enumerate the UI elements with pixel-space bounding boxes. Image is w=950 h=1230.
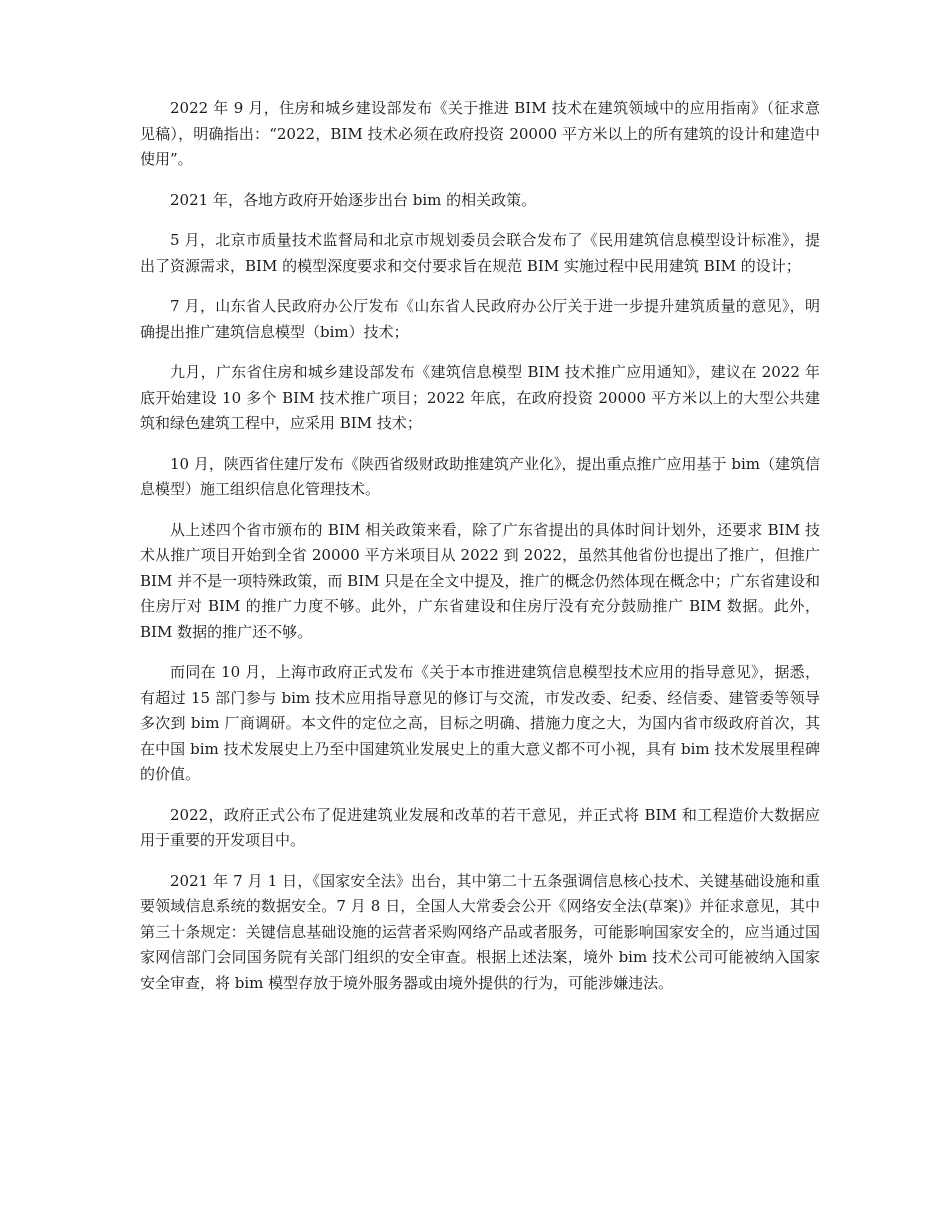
paragraph-3: 5 月，北京市质量技术监督局和北京市规划委员会联合发布了《民用建筑信息模型设计标准》，提出了资源需求，BIM 的模型深度要求和交付要求旨在规范 BIM 实施过程中民用建筑 BIM 的设计； (140, 231, 820, 275)
paragraph-9: 2022，政府正式公布了促进建筑业发展和改革的若干意见，并正式将 BIM 和工程造价大数据应用于重要的开发项目中。 (140, 805, 820, 849)
document-page (140, 96, 820, 1011)
paragraph-7: 从上述四个省市颁布的 BIM 相关政策来看，除了广东省提出的具体时间计划外，还要求 BIM 技术从推广项目开始到全省 20000 平方米项目从 2022 到 2022，虽然其他省份也提出了推广，但推广 BIM 并不是一项特殊政策，而 BIM 只是在全文中提及，推广的概念仍然体现在概念中；广东省建设和住房厅对 BIM 的推广力度不够。此外，广东省建设和住房厅没有充分鼓励推广 BIM 数据。此外，BIM 数据的推广还不够。 (140, 520, 820, 641)
paragraph-5: 九月，广东省住房和城乡建设部发布《建筑信息模型 BIM 技术推广应用通知》，建议在 2022 年底开始建设 10 多个 BIM 技术推广项目；2022 年底，在政府投资 20000 平方米以上的大型公共建筑和绿色建筑工程中，应采用 BIM 技术； (140, 363, 820, 432)
paragraph-6: 10 月，陕西省住建厅发布《陕西省级财政助推建筑产业化》，提出重点推广应用基于 bim（建筑信息模型）施工组织信息化管理技术。 (140, 454, 820, 498)
paragraph-1: 2022 年 9 月，住房和城乡建设部发布《关于推进 BIM 技术在建筑领域中的应用指南》（征求意见稿），明确指出：“2022，BIM 技术必须在政府投资 20000 平方米以上的所有建筑的设计和建造中使用”。 (140, 99, 820, 168)
paragraph-8: 而同在 10 月，上海市政府正式发布《关于本市推进建筑信息模型技术应用的指导意见》，据悉，有超过 15 部门参与 bim 技术应用指导意见的修订与交流，市发改委、纪委、经信委、建管委等领导多次到 bim 厂商调研。本文件的定位之高，目标之明确、措施力度之大，为国内省市级政府首次，其在中国 bim 技术发展史上乃至中国建筑业发展史上的重大意义都不可小视，具有 bim 技术发展里程碑的价值。 (140, 663, 820, 783)
paragraph-4: 7 月，山东省人民政府办公厅发布《山东省人民政府办公厅关于进一步提升建筑质量的意见》，明确提出推广建筑信息模型（bim）技术； (140, 297, 820, 341)
paragraph-10: 2021 年 7 月 1 日，《国家安全法》出台，其中第二十五条强调信息核心技术、关键基础设施和重要领域信息系统的数据安全。7 月 8 日，全国人大常委会公开《网络安全法(草案)》并征求意见，其中第三十条规定：关键信息基础设施的运营者采购网络产品或者服务，可能影响国家安全的，应当通过国家网信部门会同国务院有关部门组织的安全审查。根据上述法案，境外 bim 技术公司可能被纳入国家安全审查，将 bim 模型存放于境外服务器或由境外提供的行为，可能涉嫌违法。 (140, 871, 820, 992)
paragraph-2: 2021 年，各地方政府开始逐步出台 bim 的相关政策。 (170, 190, 537, 209)
